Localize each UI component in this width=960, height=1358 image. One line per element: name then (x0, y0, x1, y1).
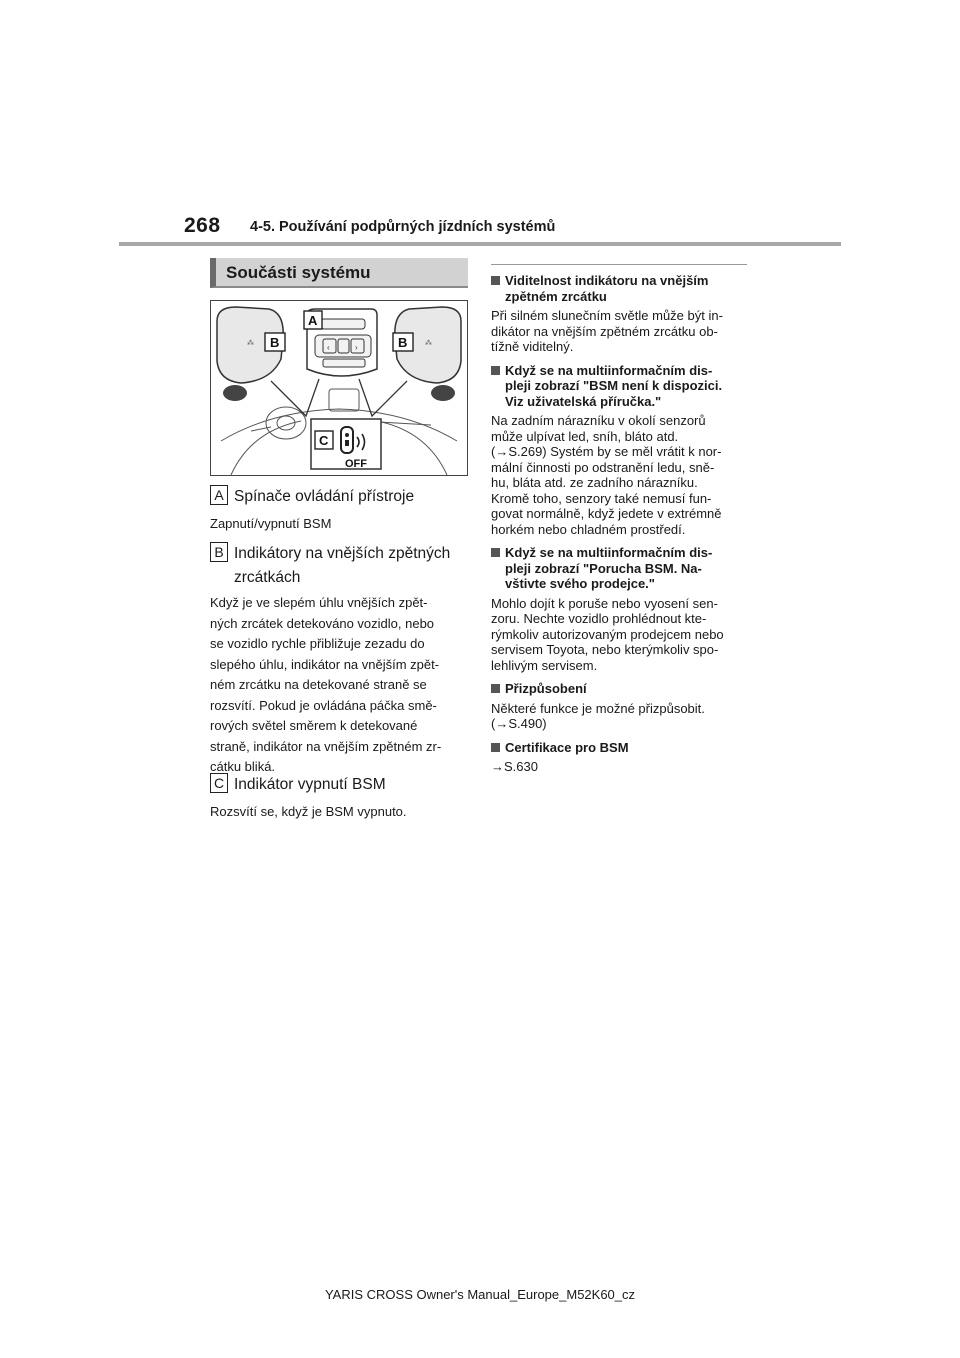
note-visibility-body: Při silném slunečním světle může být in- dikátor na vnějším zpětném zrcátku ob- tížně viditelný. (491, 308, 723, 354)
item-a-body: Zapnutí/vypnutí BSM (210, 516, 332, 531)
badge-a: A (210, 485, 228, 505)
footer-text: YARIS CROSS Owner's Manual_Europe_M52K60_cz (324, 1287, 636, 1302)
item-b-title: B Indikátory na vnějších zpětných zrcátkách (210, 542, 450, 590)
bullet-square-icon (491, 743, 500, 752)
note-customization-title: Přizpůsobení (491, 681, 755, 697)
badge-b: B (210, 542, 228, 562)
bullet-square-icon (491, 366, 500, 375)
item-a-title: A Spínače ovládání přístroje (210, 485, 414, 509)
note-malfunction-title: Když se na multiinformačním dis- pleji zobrazí "Porucha BSM. Na- vštivte svého prodejce." (491, 545, 755, 592)
callout-b-left: B (270, 335, 280, 350)
header-rule (119, 242, 841, 246)
bullet-square-icon (491, 548, 500, 557)
badge-c: C (210, 773, 228, 793)
note-unavailable-title: Když se na multiinformačním dis- pleji zobrazí "BSM není k dispozici. Viz uživatelská příručka." (491, 363, 755, 410)
callout-c: C (319, 433, 329, 448)
off-label: OFF (345, 458, 367, 470)
section-title: 4-5. Používání podpůrných jízdních systémů (250, 219, 556, 235)
note-customization-body: Některé funkce je možné přizpůsobit. (→S.490) (491, 700, 705, 731)
item-b-body: Když je ve slepém úhlu vnějších zpět- ných zrcátek detekováno vozidlo, nebo se vozidlo rychle přibližuje zezadu do slepého úhlu, indikátor na vnějším zpět- ném zrcátku na detekované straně se rozsvítí. Pokud je ovládána páčka smě- rových světel směrem k detekované straně, indikátor na vnějším zpětném zr- cátku bliká. (210, 595, 442, 774)
callout-a: A (308, 313, 318, 328)
note-unavailable-body: Na zadním nárazníku v okolí senzorů může ulpívat led, sníh, bláto atd. (→S.269) Systém by se měl vrátit k nor- mální činnosti po odstranění ledu, sně- hu, bláta atd. ze zadního nárazníku. Kromě toho, senzory také nemusí fun- govat normálně, když jedete v extrémně horkém nebo chladném prostředí. (491, 413, 722, 537)
item-c-title: C Indikátor vypnutí BSM (210, 773, 386, 797)
right-column (491, 264, 755, 775)
page-number: 268 (184, 214, 221, 237)
dashboard-illustration (211, 301, 467, 475)
heading-text: Součásti systému (226, 263, 371, 282)
svg-text:⁂: ⁂ (247, 340, 254, 347)
svg-text:›: › (355, 343, 358, 352)
svg-text:⁂: ⁂ (425, 340, 432, 347)
note-certification-body: →S.630 (491, 759, 538, 774)
note-visibility-title: Viditelnost indikátoru na vnějším zpětném zrcátku (491, 273, 755, 304)
system-components-figure (210, 300, 468, 476)
right-column-rule (491, 264, 747, 265)
item-c-body: Rozsvítí se, když je BSM vypnuto. (210, 804, 407, 819)
svg-text:‹: ‹ (327, 343, 330, 352)
note-certification-title: Certifikace pro BSM (491, 740, 755, 756)
heading-box (210, 258, 468, 288)
bullet-square-icon (491, 276, 500, 285)
bullet-square-icon (491, 684, 500, 693)
callout-b-right: B (398, 335, 408, 350)
note-malfunction-body: Mohlo dojít k poruše nebo vyosení sen- zoru. Nechte vozidlo prohlédnout kte- rýmkoliv autorizovaným prodejcem nebo servisem Toyota, nebo kterýmkoliv spo- lehlivým servisem. (491, 595, 724, 673)
